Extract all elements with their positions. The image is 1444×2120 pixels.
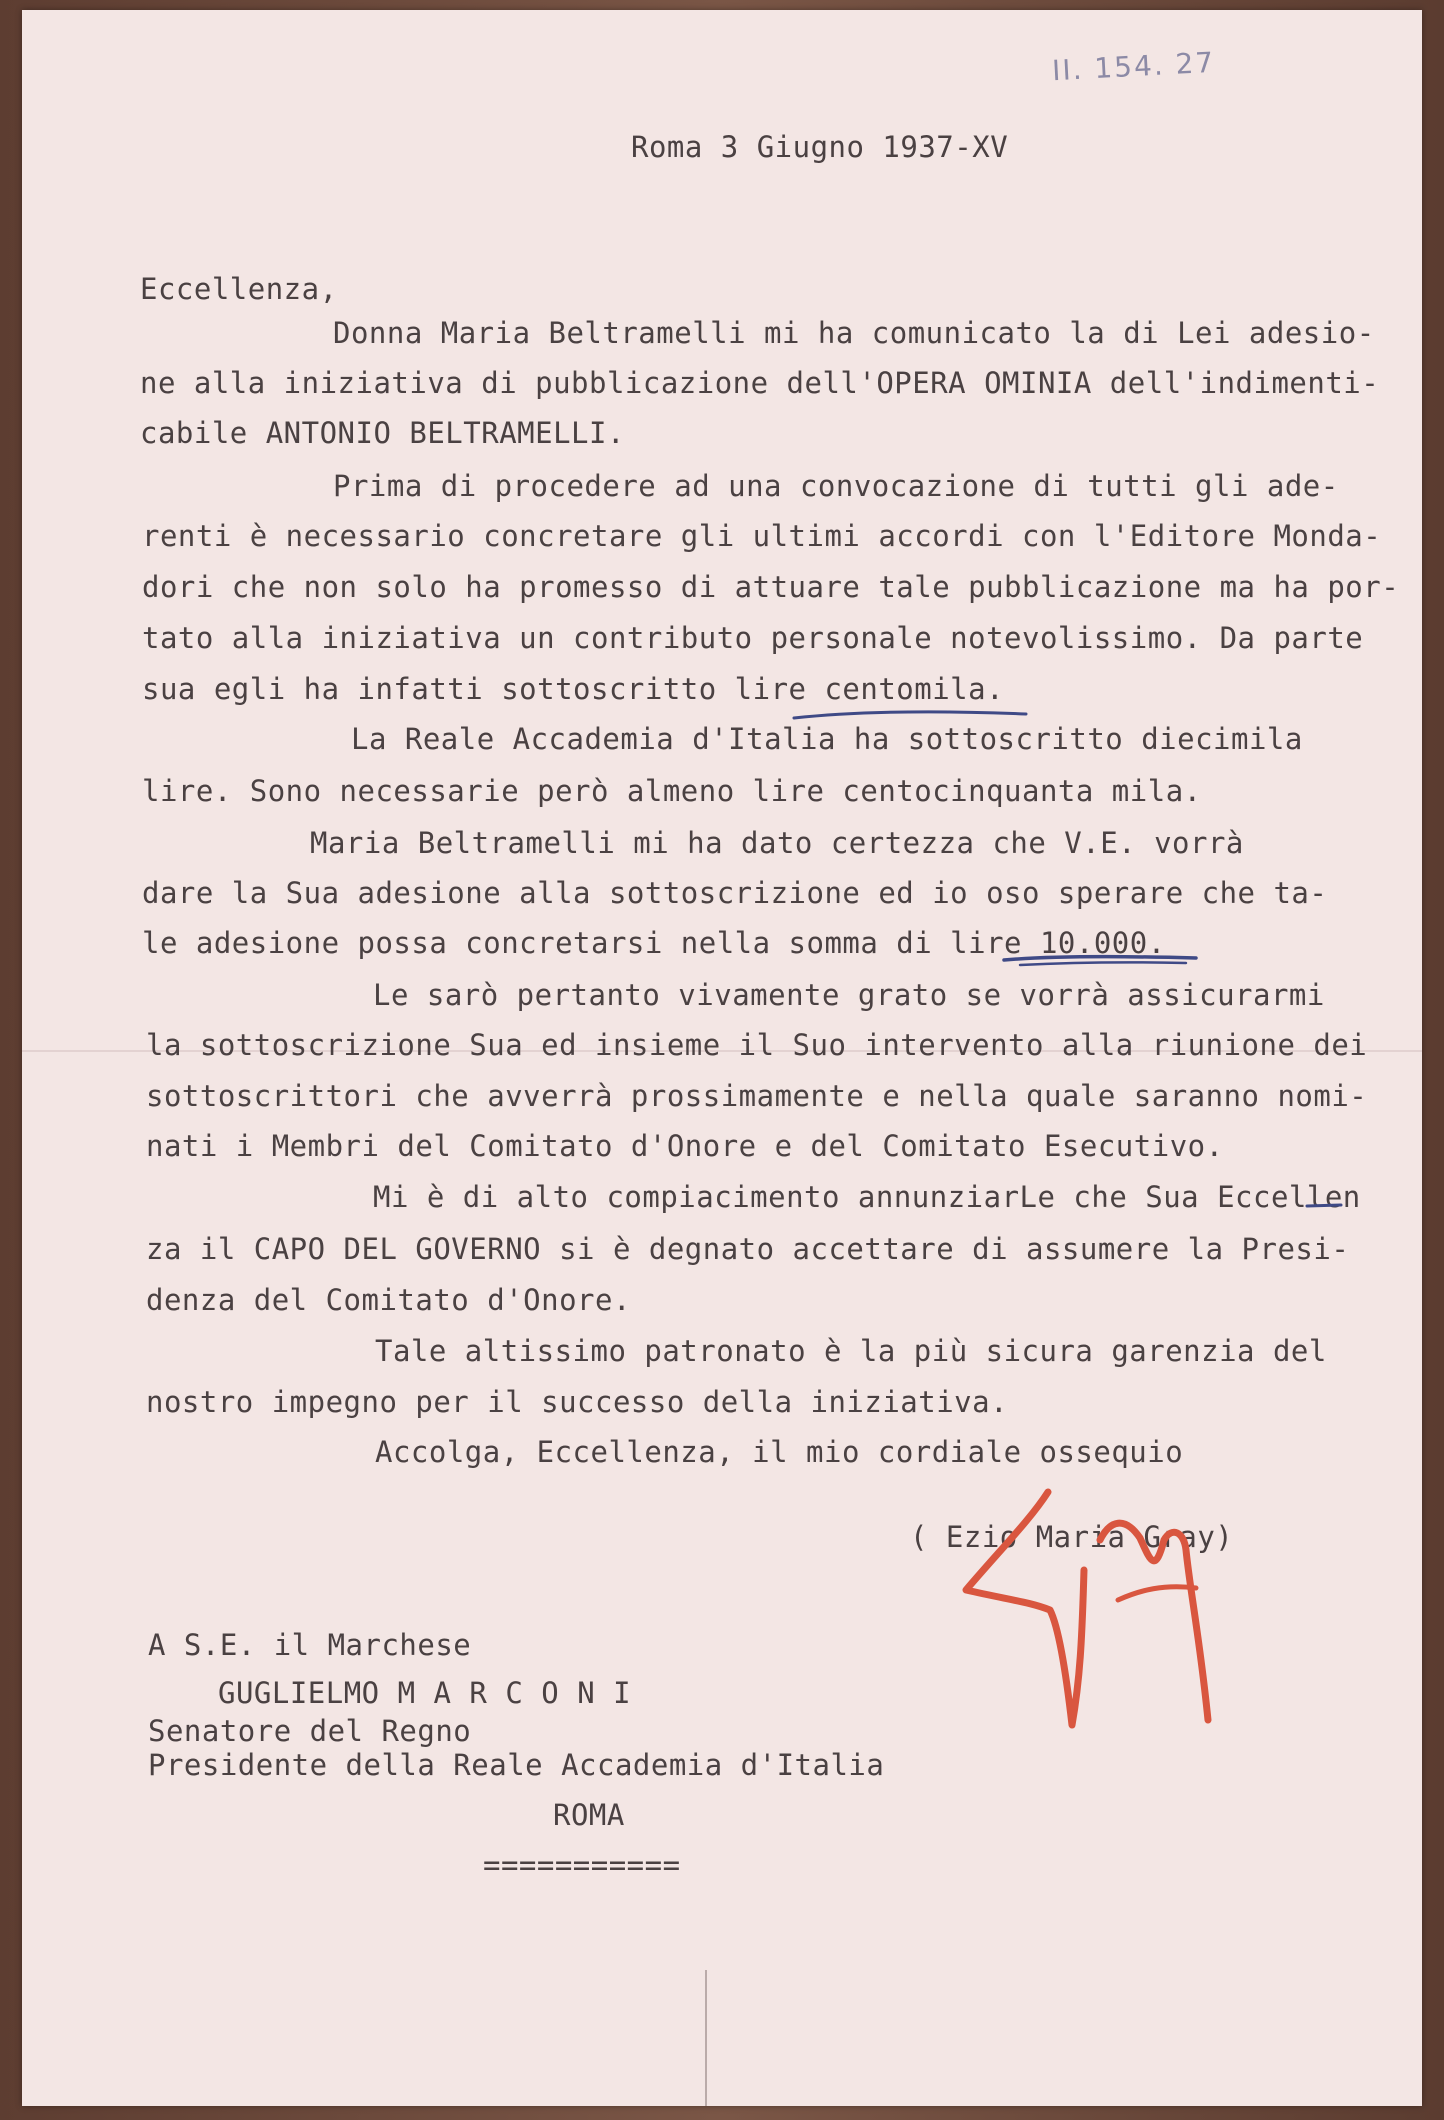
body-line: renti è necessario concretare gli ultimi accordi con l'Editore Monda- <box>142 519 1382 553</box>
address-line: Senatore del Regno <box>148 1714 472 1748</box>
date-line: Roma 3 Giugno 1937-XV <box>631 130 1009 164</box>
body-line: La Reale Accademia d'Italia ha sottoscritto diecimila <box>351 722 1303 756</box>
paper-tear <box>705 1970 707 2106</box>
body-line: cabile ANTONIO BELTRAMELLI. <box>140 416 625 450</box>
body-line: za il CAPO DEL GOVERNO si è degnato accettare di assumere la Presi- <box>146 1232 1350 1266</box>
archive-reference: II. 154. 27 <box>1051 45 1216 88</box>
body-line: Mi è di alto compiacimento annunziarLe che Sua Eccellen <box>373 1180 1361 1214</box>
pencil-underline-amount <box>1000 950 1200 972</box>
handwritten-signature <box>950 1480 1240 1740</box>
body-line: Prima di procedere ad una convocazione di tutti gli ade- <box>333 469 1339 503</box>
address-line: A S.E. il Marchese <box>148 1628 472 1662</box>
body-line: Donna Maria Beltramelli mi ha comunicato la di Lei adesio- <box>333 316 1375 350</box>
body-line: lire. Sono necessarie però almeno lire centocinquanta mila. <box>142 774 1202 808</box>
pencil-underline-centomila <box>790 700 1030 730</box>
body-line: denza del Comitato d'Onore. <box>146 1283 631 1317</box>
address-recipient-name: GUGLIELMO M A R C O N I <box>218 1676 632 1710</box>
body-line: sua egli ha infatti sottoscritto lire centomila. <box>142 672 1005 706</box>
signature-typed-name: ( Ezio Maria Gray) <box>910 1520 1234 1554</box>
body-line: Tale altissimo patronato è la più sicura garenzia del <box>375 1334 1327 1368</box>
body-line: nati i Membri del Comitato d'Onore e del Comitato Esecutivo. <box>146 1129 1224 1163</box>
closing-rule: =========== <box>483 1848 681 1882</box>
body-line: nostro impegno per il successo della iniziativa. <box>146 1385 1009 1419</box>
body-line: tato alla iniziativa un contributo personale notevolissimo. Da parte <box>142 621 1364 655</box>
body-line: Maria Beltramelli mi ha dato certezza che V.E. vorrà <box>310 826 1244 860</box>
body-line: sottoscrittori che avverrà prossimamente e nella quale saranno nomi- <box>146 1079 1368 1113</box>
body-line: dori che non solo ha promesso di attuare tale pubblicazione ma ha por- <box>142 570 1400 604</box>
body-line: dare la Sua adesione alla sottoscrizione ed io oso sperare che ta- <box>142 876 1328 910</box>
body-line: Le sarò pertanto vivamente grato se vorrà assicurarmi <box>373 978 1325 1012</box>
salutation: Eccellenza, <box>140 272 338 306</box>
address-city: ROMA <box>553 1798 625 1832</box>
body-line: ne alla iniziativa di pubblicazione dell'OPERA OMINIA dell'indimenti- <box>140 366 1380 400</box>
pencil-underline-eccellen <box>1305 1200 1345 1212</box>
body-line: Accolga, Eccellenza, il mio cordiale ossequio <box>375 1435 1184 1469</box>
address-line: Presidente della Reale Accademia d'Italia <box>148 1748 885 1782</box>
body-line: le adesione possa concretarsi nella somma di lire 10.000. <box>142 926 1166 960</box>
body-line: la sottoscrizione Sua ed insieme il Suo intervento alla riunione dei <box>146 1028 1368 1062</box>
